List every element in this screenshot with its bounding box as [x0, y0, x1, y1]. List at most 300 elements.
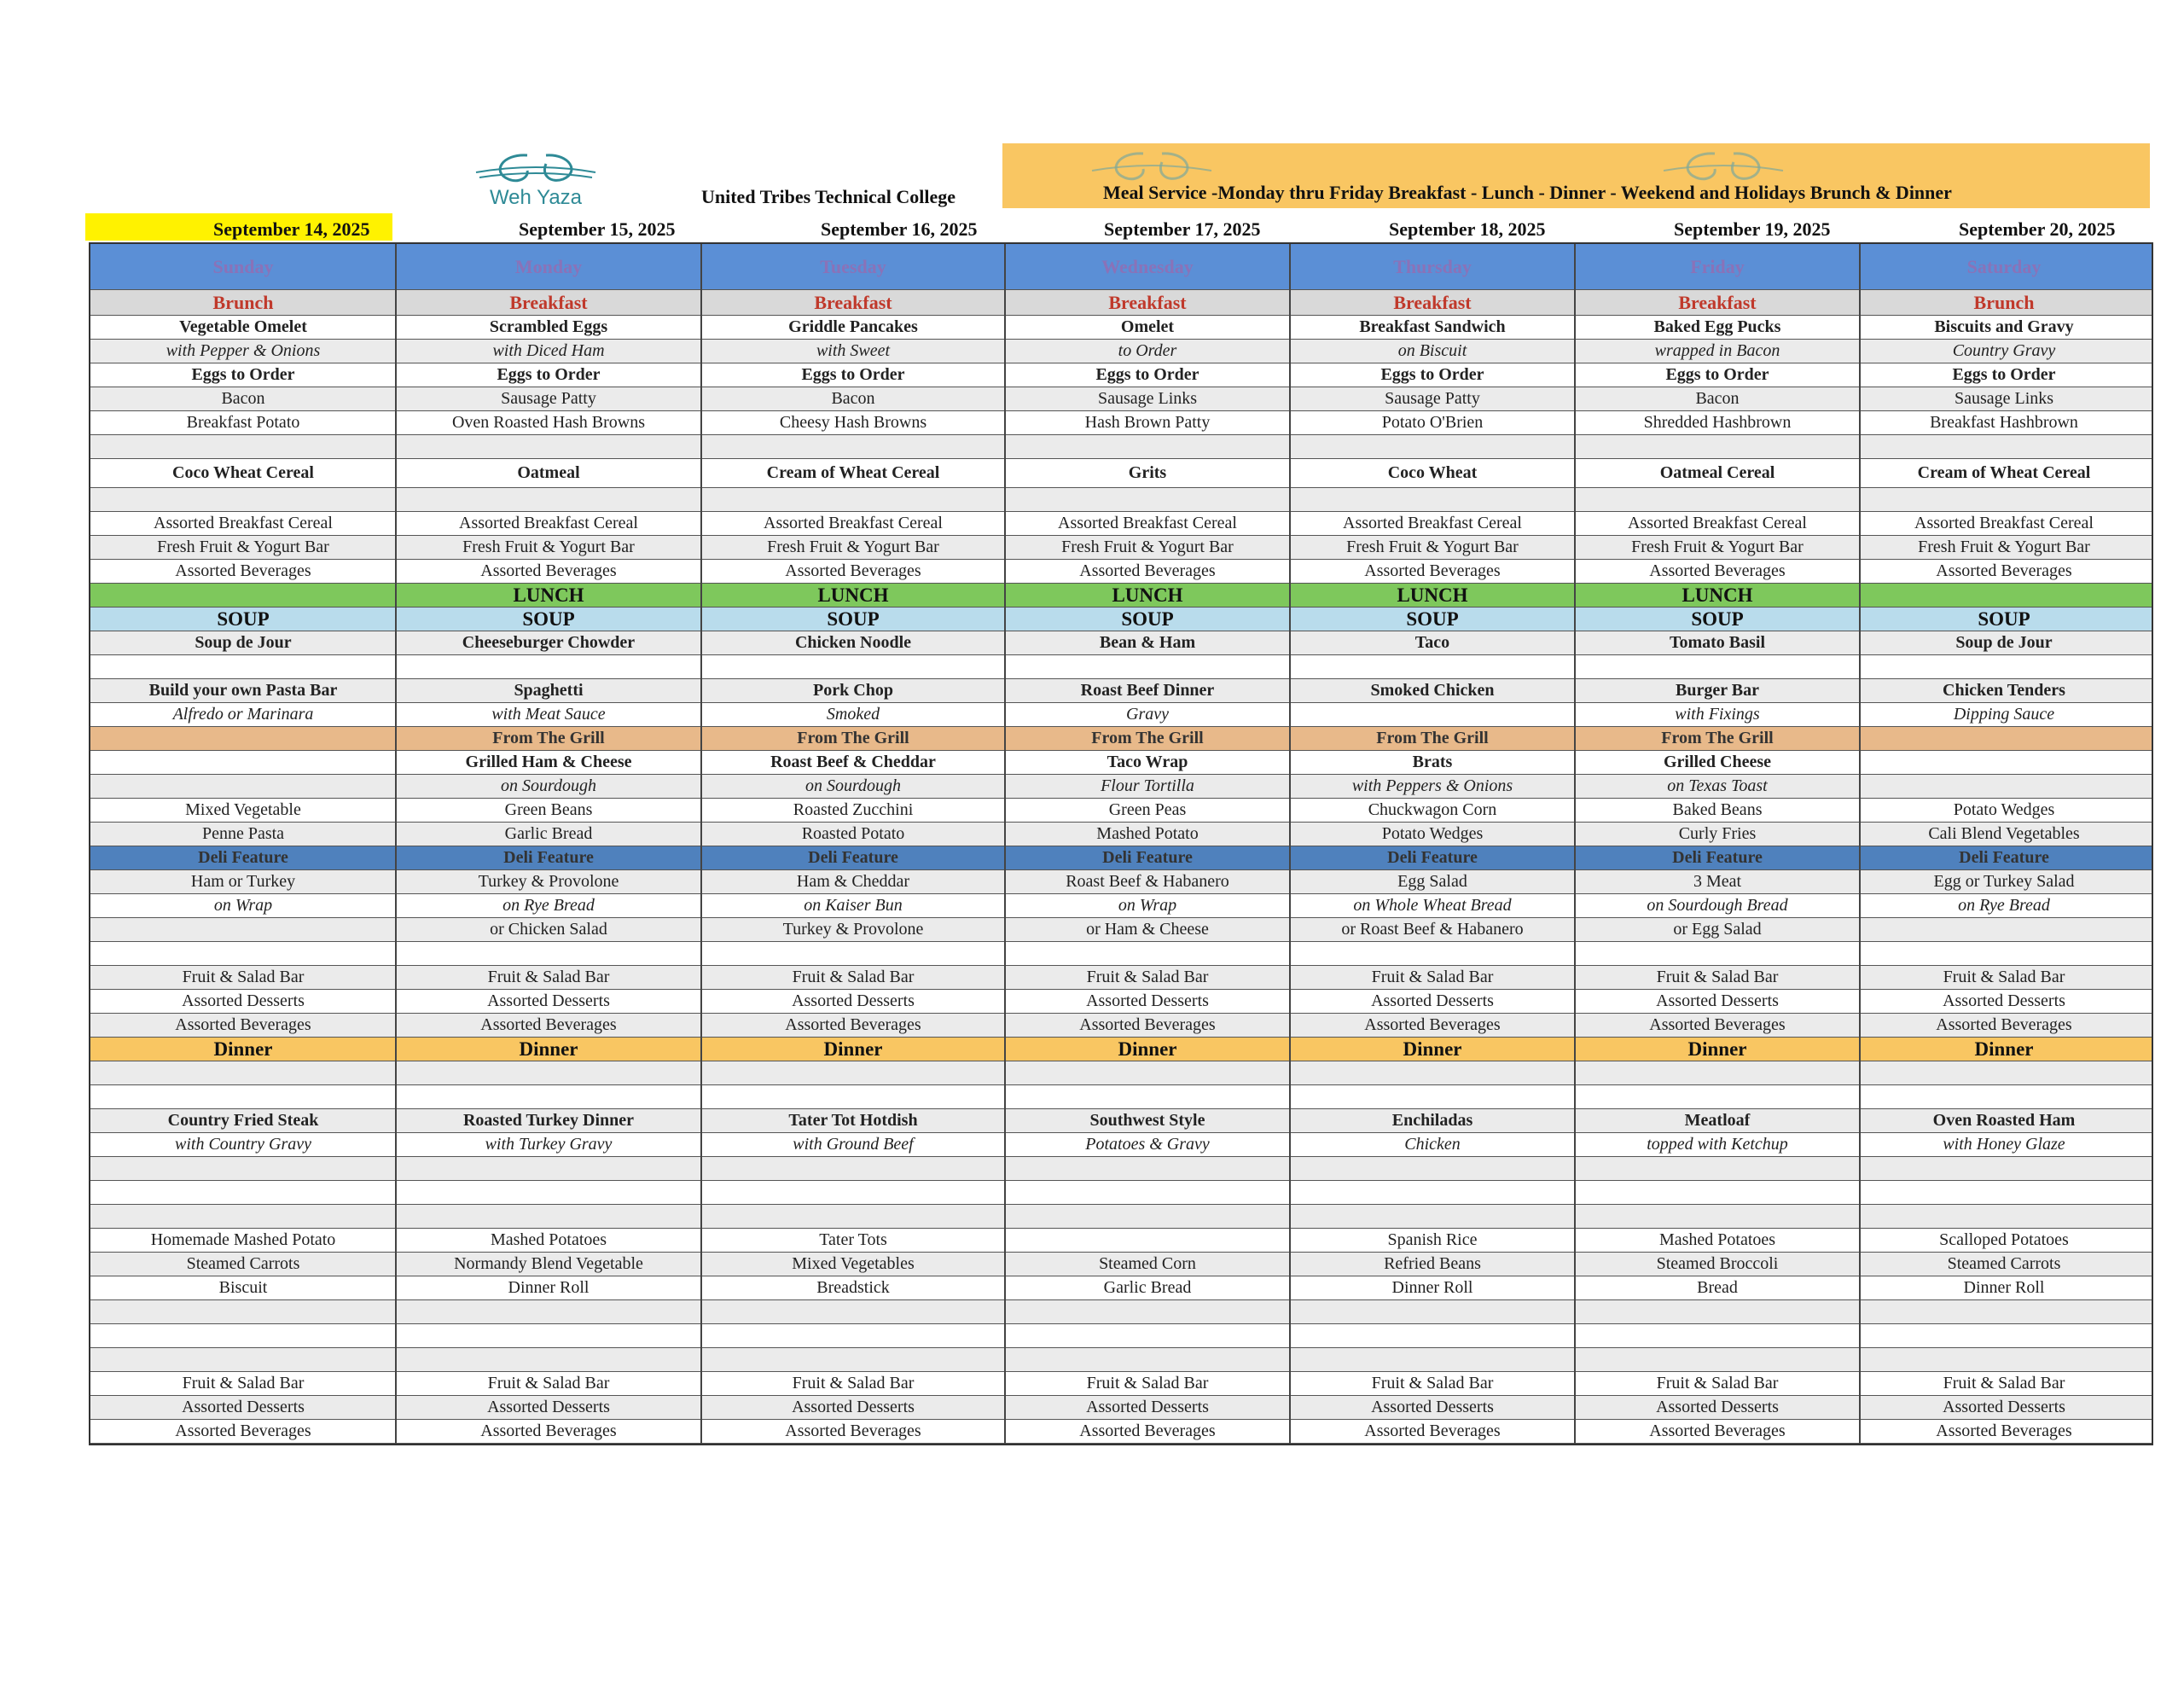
date-saturday: September 20, 2025	[1959, 218, 2116, 240]
menu-row	[90, 459, 2152, 488]
menu-cell	[1005, 1324, 1290, 1347]
menu-cell: LUNCH	[1112, 584, 1183, 606]
logo-text: Weh Yaza	[489, 186, 583, 209]
menu-cell: on Biscuit	[1397, 341, 1467, 360]
menu-row	[90, 727, 2152, 751]
menu-cell: Assorted Beverages	[1079, 1015, 1216, 1034]
menu-row	[90, 1205, 2152, 1229]
menu-cell: SOUP	[1978, 608, 2030, 630]
go-logo-right-2	[1655, 145, 1792, 224]
menu-cell: Breadstick	[816, 1278, 890, 1297]
menu-cell: Fruit & Salad Bar	[487, 1374, 610, 1392]
menu-cell: Dinner Roll	[1391, 1278, 1473, 1297]
menu-cell	[1860, 1157, 2148, 1180]
menu-cell: Eggs to Order	[1952, 365, 2056, 384]
menu-cell	[90, 1300, 396, 1323]
menu-cell: SOUP	[217, 608, 270, 630]
menu-cell: Oatmeal Cereal	[1659, 463, 1775, 482]
menu-cell: Assorted Desserts	[1086, 1398, 1209, 1416]
menu-cell: Eggs to Order	[801, 365, 905, 384]
day-friday: Friday	[1690, 255, 1745, 277]
menu-cell: Assorted Beverages	[1079, 1421, 1216, 1440]
menu-cell	[1005, 1300, 1290, 1323]
menu-cell	[90, 727, 396, 750]
menu-cell: or Egg Salad	[1673, 920, 1762, 939]
menu-cell: SOUP	[522, 608, 575, 630]
menu-cell	[1860, 751, 2148, 774]
menu-row	[90, 1348, 2152, 1372]
menu-cell	[1575, 1157, 1860, 1180]
menu-cell: Assorted Breakfast Cereal	[1343, 514, 1522, 532]
menu-row	[90, 1061, 2152, 1085]
menu-cell: Smoked	[826, 705, 880, 724]
menu-cell: Breakfast Potato	[186, 413, 300, 432]
menu-cell: Taco	[1414, 633, 1450, 652]
menu-cell: on Sourdough	[500, 776, 597, 795]
menu-cell: Chicken Noodle	[794, 633, 912, 652]
day-saturday: Saturday	[1966, 255, 2042, 277]
menu-cell: Deli Feature	[1102, 848, 1193, 867]
menu-row	[90, 1085, 2152, 1109]
menu-cell: Assorted Beverages	[1364, 1421, 1501, 1440]
menu-cell: Assorted Desserts	[1371, 1398, 1494, 1416]
menu-cell: or Roast Beef & Habanero	[1341, 920, 1524, 939]
menu-cell: Garlic Bread	[504, 824, 593, 843]
menu-cell: Breakfast Sandwich	[1359, 317, 1506, 336]
menu-cell: with Fixings	[1675, 705, 1760, 724]
menu-cell: Sausage Links	[1097, 389, 1198, 408]
menu-cell: Dinner	[1403, 1038, 1462, 1060]
menu-cell: Fresh Fruit & Yogurt Bar	[1631, 538, 1804, 556]
menu-cell: Assorted Beverages	[175, 1015, 311, 1034]
menu-row	[90, 1300, 2152, 1324]
day-header-row	[90, 244, 2152, 290]
menu-cell	[1005, 655, 1290, 678]
menu-cell: Eggs to Order	[1665, 365, 1769, 384]
menu-cell	[1860, 435, 2148, 458]
menu-cell	[701, 655, 1005, 678]
menu-cell: Fruit & Salad Bar	[1371, 968, 1494, 986]
menu-cell: LUNCH	[513, 584, 584, 606]
menu-cell	[1575, 488, 1860, 511]
banner-text: Meal Service -Monday thru Friday Breakfast - Lunch - Dinner - Weekend and Holidays Brunch & Dinner	[1103, 182, 1952, 203]
menu-cell: Fruit & Salad Bar	[1943, 1374, 2065, 1392]
menu-cell: with Peppers & Onions	[1351, 776, 1513, 795]
menu-row	[90, 655, 2152, 679]
meal-label: Brunch	[212, 291, 274, 313]
menu-cell: Fresh Fruit & Yogurt Bar	[462, 538, 635, 556]
menu-cell	[1860, 918, 2148, 941]
menu-cell: on Rye Bread	[502, 896, 595, 915]
menu-cell	[701, 1061, 1005, 1084]
meal-label: Breakfast	[1393, 291, 1472, 313]
menu-cell: Cream of Wheat Cereal	[1917, 463, 2091, 482]
menu-cell: Tater Tot Hotdish	[788, 1111, 918, 1130]
menu-cell	[90, 751, 396, 774]
menu-cell: Egg Salad	[1397, 872, 1467, 891]
menu-cell: SOUP	[1121, 608, 1174, 630]
menu-row	[90, 1324, 2152, 1348]
menu-cell	[1860, 942, 2148, 965]
menu-cell	[90, 1348, 396, 1371]
menu-cell	[1005, 1348, 1290, 1371]
menu-cell	[1290, 1348, 1575, 1371]
menu-cell	[1860, 655, 2148, 678]
menu-cell: From The Grill	[1661, 729, 1774, 747]
meal-label: Brunch	[1973, 291, 2035, 313]
menu-cell	[1290, 1157, 1575, 1180]
menu-cell	[1860, 727, 2148, 750]
column-divider	[1574, 244, 1576, 1444]
menu-cell	[90, 1324, 396, 1347]
day-tuesday: Tuesday	[820, 255, 886, 277]
menu-cell: Dinner	[823, 1038, 883, 1060]
column-divider	[395, 244, 397, 1444]
menu-cell: Assorted Desserts	[1656, 1398, 1779, 1416]
menu-cell: Assorted Beverages	[785, 561, 921, 580]
menu-row	[90, 799, 2152, 823]
menu-cell: with Pepper & Onions	[166, 341, 321, 360]
menu-cell: Dinner Roll	[508, 1278, 590, 1297]
menu-cell	[396, 1205, 701, 1228]
menu-cell: Fruit & Salad Bar	[792, 968, 915, 986]
menu-cell: Normandy Blend Vegetable	[454, 1254, 643, 1273]
menu-cell: Assorted Desserts	[182, 1398, 305, 1416]
menu-cell: with Sweet	[816, 341, 891, 360]
menu-row	[90, 823, 2152, 846]
menu-cell: on Wrap	[213, 896, 273, 915]
menu-row	[90, 536, 2152, 560]
menu-cell: Assorted Beverages	[1079, 561, 1216, 580]
meal-label: Breakfast	[1108, 291, 1187, 313]
menu-cell: Bacon	[831, 389, 875, 408]
menu-row	[90, 966, 2152, 990]
menu-cell	[1290, 1085, 1575, 1108]
menu-cell: Dinner	[1687, 1038, 1747, 1060]
menu-cell	[90, 1061, 396, 1084]
menu-cell: Assorted Beverages	[480, 1421, 617, 1440]
menu-cell: on Whole Wheat Bread	[1353, 896, 1512, 915]
menu-cell	[701, 1085, 1005, 1108]
menu-cell: Fresh Fruit & Yogurt Bar	[157, 538, 329, 556]
menu-cell: Meatloaf	[1684, 1111, 1751, 1130]
menu-cell: Fruit & Salad Bar	[1656, 1374, 1779, 1392]
day-thursday: Thursday	[1393, 255, 1472, 277]
menu-cell	[1290, 435, 1575, 458]
menu-cell: Fruit & Salad Bar	[1086, 968, 1209, 986]
menu-row	[90, 1372, 2152, 1396]
menu-cell	[1860, 1181, 2148, 1204]
menu-cell	[1290, 942, 1575, 965]
menu-cell: with Ground Beef	[793, 1135, 914, 1154]
menu-cell: Baked Beans	[1672, 800, 1763, 819]
menu-cell	[1005, 1061, 1290, 1084]
menu-cell: Assorted Beverages	[785, 1015, 921, 1034]
menu-cell: Steamed Broccoli	[1656, 1254, 1779, 1273]
menu-cell: Enchiladas	[1391, 1111, 1473, 1130]
menu-cell	[1860, 488, 2148, 511]
menu-cell: on Texas Toast	[1667, 776, 1768, 795]
menu-row	[90, 608, 2152, 631]
menu-cell: with Diced Ham	[492, 341, 605, 360]
menu-cell: Roast Beef & Habanero	[1066, 872, 1229, 891]
menu-cell: on Wrap	[1118, 896, 1177, 915]
menu-cell: Potato O'Brien	[1381, 413, 1484, 432]
menu-cell	[90, 1085, 396, 1108]
menu-cell	[1005, 1205, 1290, 1228]
menu-cell	[1290, 1061, 1575, 1084]
menu-cell: Curly Fries	[1678, 824, 1757, 843]
menu-cell: From The Grill	[1376, 729, 1489, 747]
menu-cell	[90, 775, 396, 798]
menu-cell	[701, 942, 1005, 965]
menu-cell: with Meat Sauce	[491, 705, 606, 724]
menu-cell: LUNCH	[1397, 584, 1468, 606]
college-name: United Tribes Technical College	[701, 186, 956, 207]
column-divider	[1859, 244, 1861, 1444]
menu-cell	[90, 942, 396, 965]
weh-yaza-logo-left	[468, 147, 604, 225]
menu-row	[90, 631, 2152, 655]
menu-cell: or Ham & Cheese	[1086, 920, 1209, 939]
menu-cell: Omelet	[1120, 317, 1175, 336]
menu-row	[90, 1276, 2152, 1300]
menu-cell: Oatmeal	[517, 463, 580, 482]
menu-cell	[396, 655, 701, 678]
menu-cell: Egg or Turkey Salad	[1933, 872, 2075, 891]
menu-cell	[396, 435, 701, 458]
menu-cell	[1005, 1085, 1290, 1108]
column-divider	[700, 244, 702, 1444]
menu-cell: 3 Meat	[1693, 872, 1742, 891]
menu-cell	[1005, 942, 1290, 965]
menu-cell: Assorted Beverages	[480, 1015, 617, 1034]
menu-cell: Steamed Corn	[1099, 1254, 1196, 1273]
menu-cell	[1860, 775, 2148, 798]
menu-cell: Eggs to Order	[191, 365, 295, 384]
menu-cell: Griddle Pancakes	[788, 317, 918, 336]
menu-cell: Bread	[1697, 1278, 1738, 1297]
menu-cell	[1290, 488, 1575, 511]
menu-cell	[90, 1205, 396, 1228]
menu-cell: Fresh Fruit & Yogurt Bar	[1918, 538, 2090, 556]
menu-cell: Mashed Potatoes	[490, 1230, 607, 1249]
menu-cell: Assorted Desserts	[1086, 991, 1209, 1010]
menu-cell: to Order	[1118, 341, 1177, 360]
menu-cell	[1575, 942, 1860, 965]
menu-cell: Mixed Vegetables	[792, 1254, 915, 1273]
menu-cell: Dinner	[213, 1038, 273, 1060]
menu-cell: Coco Wheat Cereal	[172, 463, 314, 482]
menu-cell: Dinner Roll	[1963, 1278, 2045, 1297]
menu-cell: on Rye Bread	[1958, 896, 2050, 915]
date-monday: September 15, 2025	[519, 218, 676, 240]
menu-cell: Assorted Breakfast Cereal	[1628, 514, 1807, 532]
menu-cell: Southwest Style	[1089, 1111, 1205, 1130]
column-divider	[1289, 244, 1291, 1444]
menu-row	[90, 918, 2152, 942]
meal-label: Breakfast	[814, 291, 892, 313]
menu-cell: Garlic Bread	[1103, 1278, 1192, 1297]
menu-cell: Fruit & Salad Bar	[182, 1374, 305, 1392]
menu-cell: Potato Wedges	[1953, 800, 2055, 819]
menu-cell: on Kaiser Bun	[804, 896, 903, 915]
go-logo-icon	[1083, 145, 1220, 213]
menu-row	[90, 1396, 2152, 1420]
menu-grid	[89, 242, 2153, 1445]
menu-cell	[1575, 1300, 1860, 1323]
menu-cell: Assorted Beverages	[1936, 561, 2072, 580]
menu-cell	[90, 655, 396, 678]
menu-row	[90, 411, 2152, 435]
menu-cell: Coco Wheat	[1387, 463, 1478, 482]
meal-label: Breakfast	[1678, 291, 1757, 313]
menu-cell	[396, 1157, 701, 1180]
menu-cell: Penne Pasta	[201, 824, 285, 843]
menu-cell: Assorted Desserts	[1943, 991, 2065, 1010]
menu-cell: Bacon	[1695, 389, 1740, 408]
menu-row	[90, 340, 2152, 363]
menu-cell: Grilled Cheese	[1663, 753, 1772, 771]
menu-cell	[1290, 1181, 1575, 1204]
menu-cell: Roast Beef & Cheddar	[770, 753, 936, 771]
menu-row	[90, 775, 2152, 799]
menu-row	[90, 1014, 2152, 1038]
meal-label: Breakfast	[509, 291, 588, 313]
menu-cell: Smoked Chicken	[1370, 681, 1495, 700]
menu-cell: Turkey & Provolone	[782, 920, 924, 939]
menu-cell: Fresh Fruit & Yogurt Bar	[1346, 538, 1519, 556]
menu-cell	[396, 1324, 701, 1347]
menu-cell: Deli Feature	[808, 848, 898, 867]
menu-cell: Soup de Jour	[1955, 633, 2053, 652]
menu-row	[90, 846, 2152, 870]
menu-cell: or Chicken Salad	[490, 920, 607, 939]
menu-cell	[1860, 1324, 2148, 1347]
menu-cell: Burger Bar	[1676, 681, 1759, 700]
menu-cell: Mixed Vegetable	[185, 800, 301, 819]
menu-cell: Potatoes & Gravy	[1085, 1135, 1210, 1154]
menu-cell: Dinner	[519, 1038, 578, 1060]
menu-row	[90, 387, 2152, 411]
menu-cell: From The Grill	[1091, 729, 1204, 747]
menu-row	[90, 1109, 2152, 1133]
menu-row	[90, 1229, 2152, 1253]
menu-row	[90, 679, 2152, 703]
menu-cell: Soup de Jour	[195, 633, 292, 652]
menu-row	[90, 870, 2152, 894]
go-logo-icon	[1655, 145, 1792, 213]
menu-cell: Biscuit	[218, 1278, 268, 1297]
menu-cell	[701, 488, 1005, 511]
menu-cell: Sausage Links	[1954, 389, 2054, 408]
menu-cell: topped with Ketchup	[1647, 1135, 1788, 1154]
menu-cell: Scrambled Eggs	[489, 317, 608, 336]
menu-cell: Assorted Desserts	[1943, 1398, 2065, 1416]
menu-cell	[1860, 1205, 2148, 1228]
menu-cell: Grilled Ham & Cheese	[465, 753, 632, 771]
menu-cell	[1290, 1300, 1575, 1323]
date-thursday: September 18, 2025	[1389, 218, 1546, 240]
menu-cell	[1290, 1205, 1575, 1228]
menu-cell: Assorted Desserts	[487, 991, 610, 1010]
menu-cell: Assorted Beverages	[1364, 561, 1501, 580]
menu-cell	[1860, 584, 2148, 607]
menu-cell	[396, 1181, 701, 1204]
menu-cell: Sausage Patty	[1385, 389, 1480, 408]
menu-cell: Fruit & Salad Bar	[182, 968, 305, 986]
menu-cell	[1575, 655, 1860, 678]
menu-cell: SOUP	[1406, 608, 1459, 630]
menu-cell: Dinner	[1974, 1038, 2034, 1060]
menu-cell: Hash Brown Patty	[1084, 413, 1211, 432]
menu-cell: Eggs to Order	[1380, 365, 1484, 384]
menu-cell: Dipping Sauce	[1953, 705, 2055, 724]
menu-cell: Brats	[1412, 753, 1453, 771]
menu-row	[90, 1420, 2152, 1444]
menu-cell: Roast Beef Dinner	[1080, 681, 1215, 700]
menu-cell: Bacon	[221, 389, 265, 408]
menu-cell	[1575, 1324, 1860, 1347]
date-friday: September 19, 2025	[1674, 218, 1831, 240]
menu-cell	[90, 1157, 396, 1180]
menu-cell	[1860, 1061, 2148, 1084]
menu-cell	[1290, 1324, 1575, 1347]
menu-cell: Mashed Potatoes	[1658, 1230, 1776, 1249]
menu-cell: Assorted Breakfast Cereal	[1914, 514, 2094, 532]
menu-cell: Assorted Desserts	[1656, 991, 1779, 1010]
menu-cell: Build your own Pasta Bar	[148, 681, 338, 700]
menu-cell: Taco Wrap	[1107, 753, 1188, 771]
menu-cell	[90, 918, 396, 941]
meal-label-row	[90, 290, 2152, 316]
menu-cell: Ham or Turkey	[190, 872, 296, 891]
menu-cell: Fruit & Salad Bar	[1086, 1374, 1209, 1392]
menu-cell: Fresh Fruit & Yogurt Bar	[767, 538, 939, 556]
menu-cell	[90, 435, 396, 458]
menu-cell: Eggs to Order	[497, 365, 601, 384]
menu-cell	[1575, 1205, 1860, 1228]
menu-cell: Assorted Desserts	[792, 1398, 915, 1416]
menu-cell: Scalloped Potatoes	[1939, 1230, 2069, 1249]
menu-cell: Refried Beans	[1384, 1254, 1481, 1273]
menu-cell: Mashed Potato	[1096, 824, 1199, 843]
menu-cell: Fresh Fruit & Yogurt Bar	[1061, 538, 1234, 556]
menu-cell	[90, 488, 396, 511]
menu-row	[90, 316, 2152, 340]
menu-cell: Deli Feature	[1959, 848, 2049, 867]
menu-cell: Country Gravy	[1952, 341, 2056, 360]
menu-cell	[1575, 1348, 1860, 1371]
menu-cell: on Sourdough Bread	[1647, 896, 1788, 915]
menu-cell: Homemade Mashed Potato	[150, 1230, 336, 1249]
menu-cell	[396, 1300, 701, 1323]
day-sunday: Sunday	[212, 255, 274, 277]
menu-cell	[396, 488, 701, 511]
menu-cell: Roasted Turkey Dinner	[462, 1111, 635, 1130]
menu-row	[90, 512, 2152, 536]
menu-cell	[1575, 1181, 1860, 1204]
menu-cell	[90, 584, 396, 607]
menu-cell: Assorted Breakfast Cereal	[1058, 514, 1237, 532]
menu-cell	[1005, 1181, 1290, 1204]
menu-row	[90, 488, 2152, 512]
menu-cell	[396, 942, 701, 965]
menu-cell: Biscuits and Gravy	[1934, 317, 2074, 336]
menu-row	[90, 751, 2152, 775]
menu-row	[90, 1038, 2152, 1061]
menu-cell: From The Grill	[797, 729, 909, 747]
